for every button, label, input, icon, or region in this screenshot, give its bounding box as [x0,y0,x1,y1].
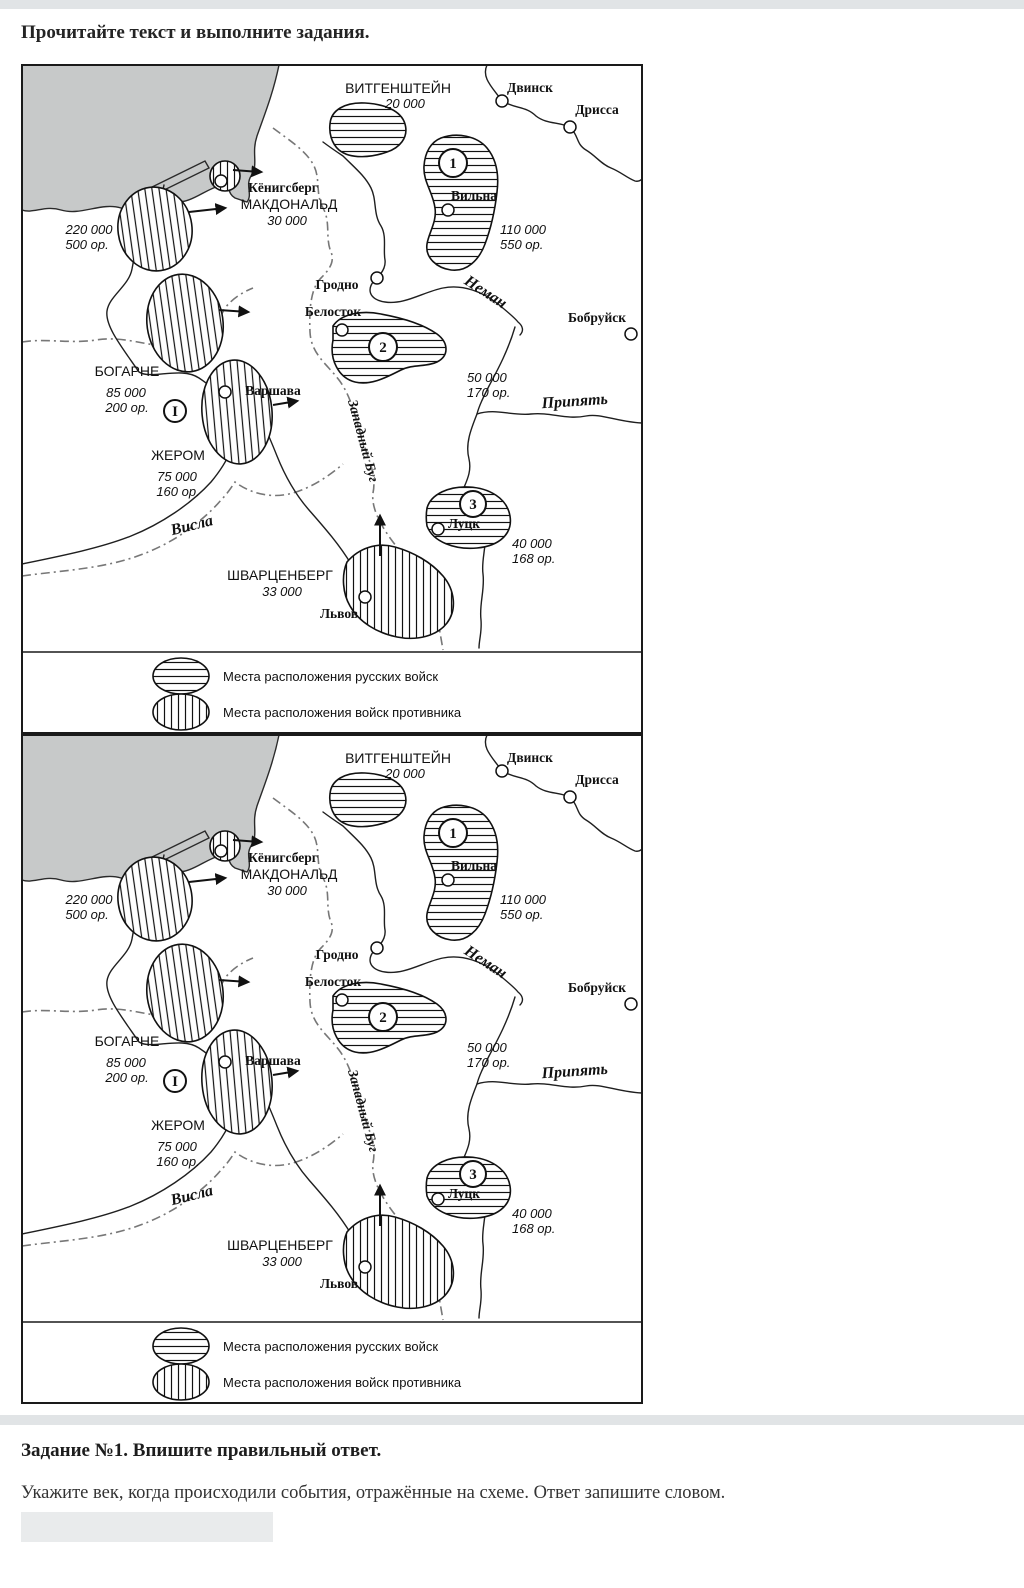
legend-russian-symbol [153,658,209,694]
label-vilna: Вильна [450,858,498,873]
city-marker-bialystok [336,324,348,336]
enemy-schwarzenberg-area [343,1215,453,1308]
label-river-western-bug: Западный Буг [344,398,381,484]
label-army2-guns: 170 ор. [467,1055,511,1070]
city-marker-bobruisk [625,998,637,1010]
river-pripyat-stem [477,412,642,423]
city-marker-grodno [371,942,383,954]
city-marker-warsaw [219,386,231,398]
legend-enemy-label: Места расположения войск противника [223,705,462,720]
label-army2-strength: 50 000 [467,370,507,385]
city-marker-koenigsberg [215,175,227,187]
label-wittgenstein: ВИТГЕНШТЕЙН [345,750,451,766]
label-river-neman: Неман [461,272,510,313]
label-vilna: Вильна [450,188,498,203]
legend-enemy-symbol [153,1364,209,1400]
label-beauharnais: БОГАРНЕ [94,363,160,379]
label-koenigsberg: Кёнигсберг [248,180,318,195]
label-schwarzenberg-strength: 33 000 [262,584,302,599]
label-beauharnais: БОГАРНЕ [94,1033,160,1049]
label-army2-guns: 170 ор. [467,385,511,400]
city-marker-bialystok [336,994,348,1006]
task-question: Укажите век, когда происходили события, отражённые на схеме. Ответ запишите словом. [21,1483,726,1503]
section-divider [0,1415,1024,1425]
label-wittgenstein-strength: 20 000 [385,96,425,111]
badge-army3: 3 [469,497,477,513]
page-top-divider [0,0,1024,9]
label-warsaw: Варшава [245,383,301,398]
label-macdonald: МАКДОНАЛЬД [240,196,338,212]
label-bialystok: Белосток [304,974,362,989]
label-jerome-guns: 160 ор. [156,484,200,499]
badge-army2: 2 [379,1010,387,1026]
label-macdonald-strength: 30 000 [267,213,307,228]
badge-army1: 1 [449,156,457,172]
label-lvov: Львов [319,606,359,621]
label-army1-guns: 550 ор. [500,907,544,922]
label-drissa: Дрисса [575,102,619,117]
label-bobruisk: Бобруйск [567,980,627,995]
label-bobruisk: Бобруйск [567,310,627,325]
enemy-warsaw-corps-area [198,357,277,467]
label-army3-guns: 168 ор. [512,1221,556,1236]
label-army2-strength: 50 000 [467,1040,507,1055]
label-wittgenstein: ВИТГЕНШТЕЙН [345,80,451,96]
label-schwarzenberg: ШВАРЦЕНБЕРГ [227,567,333,583]
label-army3-strength: 40 000 [512,1206,552,1221]
enemy-center-corps-area [141,939,230,1047]
city-marker-vilna [442,204,454,216]
label-army1-guns: 550 ор. [500,237,544,252]
label-wittgenstein-strength: 20 000 [385,766,425,781]
map-figure-1 [21,64,643,734]
label-army3-guns: 168 ор. [512,551,556,566]
badge-army1: 1 [449,826,457,842]
city-marker-lvov [359,591,371,603]
label-river-western-bug: Западный Буг [344,1068,381,1154]
attack-arrow-warsaw [273,401,297,405]
attack-arrow-main [189,878,225,882]
city-marker-drissa [564,791,576,803]
label-river-vistula: Висла [169,1182,215,1210]
label-jerome-strength: 75 000 [157,1139,197,1154]
label-warsaw: Варшава [245,1053,301,1068]
label-beauharnais-guns: 200 ор. [105,1070,149,1085]
enemy-schwarzenberg-area [343,545,453,638]
label-lutsk: Луцк [447,1186,481,1201]
label-macdonald: МАКДОНАЛЬД [240,866,338,882]
city-marker-koenigsberg [215,845,227,857]
label-jerome-strength: 75 000 [157,469,197,484]
river-pripyat-stem [477,1082,642,1093]
enemy-warsaw-corps-area [198,1027,277,1137]
label-lutsk: Луцк [447,516,481,531]
badge-army3: 3 [469,1167,477,1183]
label-river-neman: Неман [461,942,510,983]
label-main-guns: 500 ор. [65,907,109,922]
label-army3-strength: 40 000 [512,536,552,551]
label-jerome: ЖЕРОМ [151,1117,205,1133]
legend-enemy-symbol [153,694,209,730]
campaign-map-1812 [21,734,643,1404]
page-title: Прочитайте текст и выполните задания. [21,22,370,43]
city-marker-lutsk [432,1193,444,1205]
map-figure-2 [21,734,643,1404]
badge-army2: 2 [379,340,387,356]
label-bialystok: Белосток [304,304,362,319]
legend-russian-label: Места расположения русских войск [223,1339,439,1354]
label-koenigsberg: Кёнигсберг [248,850,318,865]
legend-russian-symbol [153,1328,209,1364]
city-marker-vilna [442,874,454,886]
city-marker-lvov [359,1261,371,1273]
city-marker-bobruisk [625,328,637,340]
city-marker-lutsk [432,523,444,535]
label-river-pripyat: Припять [541,390,609,413]
badge-corps1: I [172,1074,178,1090]
label-jerome: ЖЕРОМ [151,447,205,463]
label-macdonald-strength: 30 000 [267,883,307,898]
label-main-strength: 220 000 [65,892,113,907]
attack-arrow-warsaw [273,1071,297,1075]
label-grodno: Гродно [315,947,359,962]
label-beauharnais-strength: 85 000 [106,1055,146,1070]
label-main-guns: 500 ор. [65,237,109,252]
label-beauharnais-strength: 85 000 [106,385,146,400]
label-drissa: Дрисса [575,772,619,787]
city-marker-warsaw [219,1056,231,1068]
answer-input[interactable] [21,1512,273,1542]
legend-russian-label: Места расположения русских войск [223,669,439,684]
label-army1-strength: 110 000 [500,222,547,237]
label-schwarzenberg: ШВАРЦЕНБЕРГ [227,1237,333,1253]
label-lvov: Львов [319,1276,359,1291]
label-river-vistula: Висла [169,512,215,540]
label-main-strength: 220 000 [65,222,113,237]
maps-container [21,64,643,1404]
label-dvinsk: Двинск [507,750,553,765]
badge-corps1: I [172,404,178,420]
attack-arrow-main [189,208,225,212]
label-grodno: Гродно [315,277,359,292]
enemy-center-corps-area [141,269,230,377]
city-marker-dvinsk [496,765,508,777]
task-title: Задание №1. Впишите правильный ответ. [21,1440,382,1461]
city-marker-drissa [564,121,576,133]
label-dvinsk: Двинск [507,80,553,95]
city-marker-grodno [371,272,383,284]
city-marker-dvinsk [496,95,508,107]
label-jerome-guns: 160 ор. [156,1154,200,1169]
legend-enemy-label: Места расположения войск противника [223,1375,462,1390]
label-schwarzenberg-strength: 33 000 [262,1254,302,1269]
label-river-pripyat: Припять [541,1060,609,1083]
campaign-map-1812 [21,64,643,734]
label-beauharnais-guns: 200 ор. [105,400,149,415]
label-army1-strength: 110 000 [500,892,547,907]
